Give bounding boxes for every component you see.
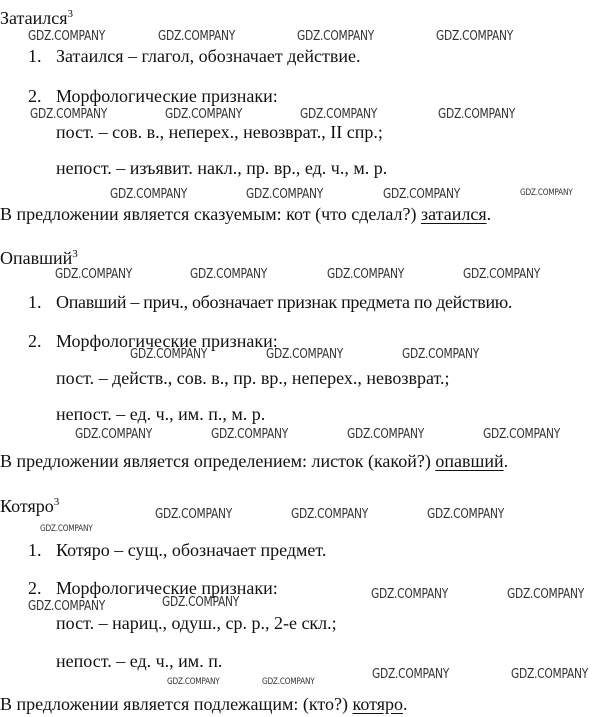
morph-features-heading: Морфологические признаки: <box>56 331 278 351</box>
item-number-2: 2. <box>28 331 42 351</box>
watermark: GDZ.COMPANY <box>507 587 585 602</box>
definition-line: Котяро – сущ., обозначает предмет. <box>56 540 327 560</box>
watermark: GDZ.COMPANY <box>155 507 233 522</box>
heading-superscript: 3 <box>53 496 60 508</box>
underlined-word: котяро <box>352 694 404 714</box>
morph-features-heading: Морфологические признаки: <box>56 578 278 598</box>
watermark: GDZ.COMPANY <box>130 347 208 362</box>
definition-line: Опавший – прич., обозначает признак предмета по действию. <box>56 292 513 312</box>
heading-opavshiy <box>0 244 78 268</box>
watermark: GDZ.COMPANY <box>327 267 405 282</box>
watermark: GDZ.COMPANY <box>30 107 108 122</box>
watermark: GDZ.COMPANY <box>520 188 573 198</box>
underlined-word: затаился <box>421 204 487 224</box>
watermark: GDZ.COMPANY <box>162 595 240 610</box>
item-number-1: 1. <box>28 292 42 312</box>
watermark: GDZ.COMPANY <box>438 107 516 122</box>
watermark: GDZ.COMPANY <box>483 427 561 442</box>
watermark: GDZ.COMPANY <box>427 507 505 522</box>
watermark: GDZ.COMPANY <box>511 667 589 682</box>
watermark: GDZ.COMPANY <box>463 267 541 282</box>
variable-features: непост. – изъявит. накл., пр. вр., ед. ч., м. р. <box>56 158 388 178</box>
variable-features: непост. – ед. ч., им. п. <box>56 651 223 671</box>
sentence-period: . <box>486 204 492 224</box>
watermark: GDZ.COMPANY <box>402 347 480 362</box>
watermark: GDZ.COMPANY <box>266 347 344 362</box>
watermark: GDZ.COMPANY <box>158 29 236 44</box>
watermark: GDZ.COMPANY <box>262 677 315 687</box>
sentence-text: В предложении является определением: листок (какой?) <box>0 451 436 471</box>
item-number-1: 1. <box>28 46 42 66</box>
sentence-text: В предложении является сказуемым: кот (что сделал?) <box>0 204 421 224</box>
underlined-word: опавший <box>435 451 504 471</box>
sentence-period: . <box>403 694 408 714</box>
watermark: GDZ.COMPANY <box>246 187 324 202</box>
watermark: GDZ.COMPANY <box>167 677 220 687</box>
variable-features: непост. – ед. ч., им. п., м. р. <box>56 404 266 424</box>
constant-features: пост. – нариц., одуш., ср. р., 2-е скл.; <box>56 613 337 633</box>
watermark: GDZ.COMPANY <box>347 427 425 442</box>
heading-zatailsya <box>0 4 73 28</box>
watermark: GDZ.COMPANY <box>436 29 514 44</box>
sentence-text: В предложении является подлежащим: (кто?) <box>0 694 353 714</box>
item-number-1: 1. <box>28 540 42 560</box>
heading-word: Опавший <box>0 248 73 268</box>
watermark: GDZ.COMPANY <box>40 524 93 534</box>
sentence-period: . <box>503 451 509 471</box>
morph-features-heading: Морфологические признаки: <box>56 86 278 106</box>
heading-superscript: 3 <box>67 8 73 20</box>
watermark: GDZ.COMPANY <box>371 587 449 602</box>
heading-kotyaro <box>0 492 59 516</box>
sentence-role <box>0 694 408 714</box>
watermark: GDZ.COMPANY <box>211 427 289 442</box>
heading-superscript: 3 <box>72 248 78 260</box>
definition-line: Затаился – глагол, обозначает действие. <box>56 46 361 66</box>
sentence-role <box>0 204 491 224</box>
watermark: GDZ.COMPANY <box>28 29 106 44</box>
constant-features: пост. – сов. в., неперех., невозврат., II спр.; <box>56 122 383 142</box>
watermark: GDZ.COMPANY <box>75 427 153 442</box>
heading-word: Затаился <box>0 8 68 28</box>
watermark: GDZ.COMPANY <box>55 267 133 282</box>
constant-features: пост. – действ., сов. в., пр. вр., неперех., невозврат.; <box>56 368 450 388</box>
item-number-2: 2. <box>28 86 42 106</box>
watermark: GDZ.COMPANY <box>110 187 188 202</box>
watermark: GDZ.COMPANY <box>383 187 461 202</box>
watermark: GDZ.COMPANY <box>165 107 243 122</box>
watermark: GDZ.COMPANY <box>300 107 378 122</box>
watermark: GDZ.COMPANY <box>297 29 375 44</box>
watermark: GDZ.COMPANY <box>190 267 268 282</box>
heading-word: Котяро <box>0 496 54 516</box>
watermark: GDZ.COMPANY <box>291 507 369 522</box>
watermark: GDZ.COMPANY <box>372 667 450 682</box>
watermark: GDZ.COMPANY <box>28 599 106 614</box>
item-number-2: 2. <box>28 578 42 598</box>
sentence-role <box>0 451 508 471</box>
